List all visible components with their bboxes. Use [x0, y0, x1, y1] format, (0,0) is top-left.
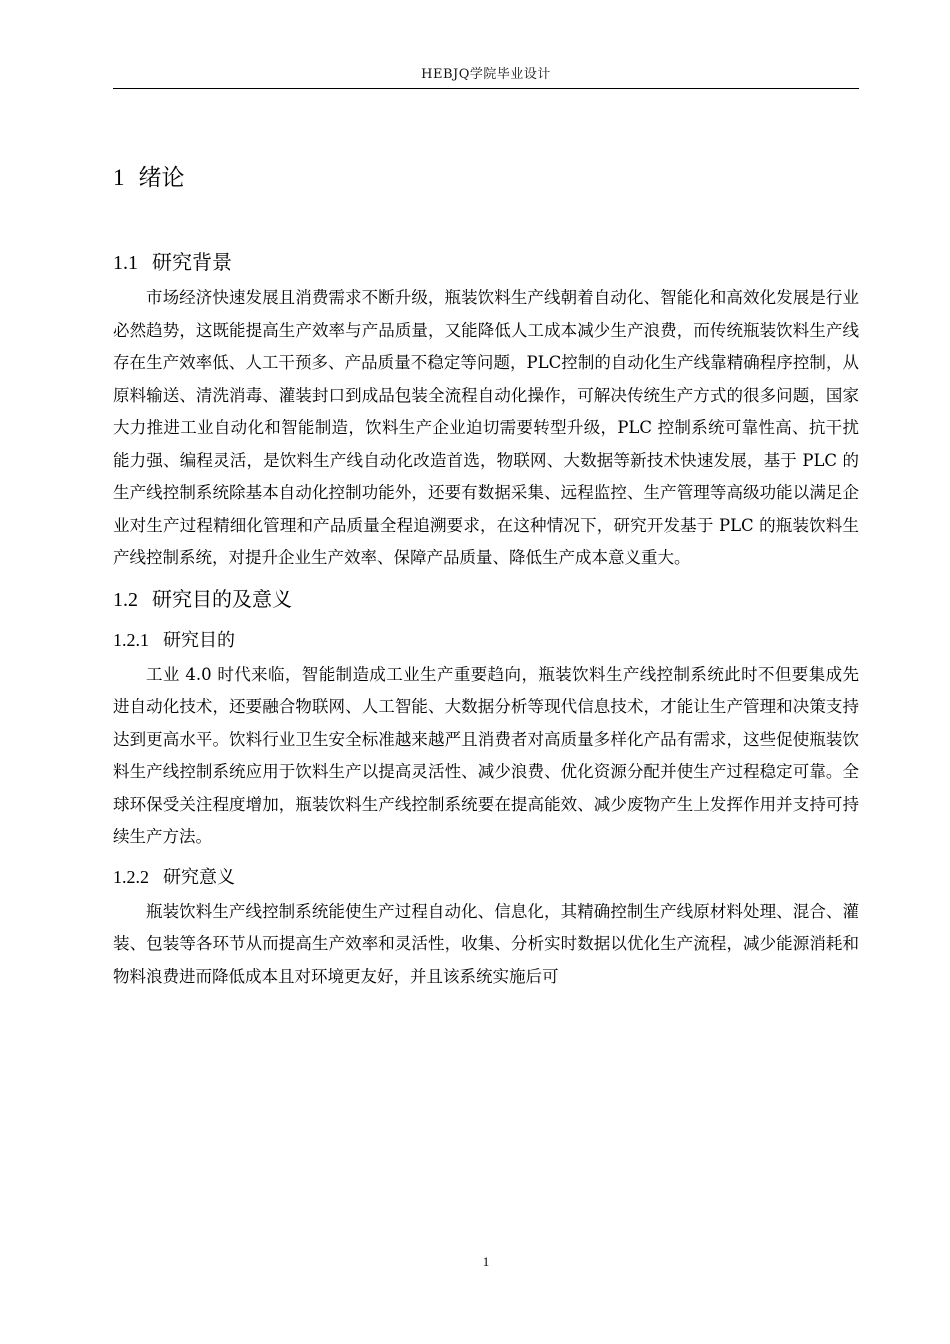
subsection-title: 研究目的 — [163, 629, 235, 651]
section-title: 研究背景 — [152, 250, 232, 274]
page-header: HEBJQ学院毕业设计 — [421, 67, 551, 82]
section-title: 研究目的及意义 — [152, 586, 292, 611]
page-number: 1 — [482, 1254, 490, 1269]
paragraph-research-significance: 瓶装饮料生产线控制系统能使生产过程自动化、信息化，其精确控制生产线原材料处理、混合、灌装、包装等各环节从而提高生产效率和灵活性，收集、分析实时数据以优化生产流程，减少能源消耗和物料浪费进而降低成本且对环境更友好，并且该系统实施后可 — [113, 901, 859, 986]
document-body — [113, 158, 859, 993]
subsection-heading-1-2-2 — [113, 860, 859, 894]
paragraph-research-purpose: 工业 4.0 时代来临，智能制造成工业生产重要趋向，瓶装饮料生产线控制系统此时不但要集成先进自动化技术，还要融合物联网、人工智能、大数据分析等现代信息技术，才能让生产管理和决策支持达到更高水平。饮料行业卫生安全标准越来越严且消费者对高质量多样化产品有需求，这些促使瓶装饮料生产线控制系统应用于饮料生产以提高灵活性、减少浪费、优化资源分配并使生产过程稳定可靠。全球环保受关注程度增加，瓶装饮料生产线控制系统要在提高能效、减少废物产生上发挥作用并支持可持续生产方法。 — [113, 664, 859, 846]
section-heading-1-2 — [113, 581, 859, 617]
subsection-number: 1.2.1 — [113, 629, 149, 650]
subsection-number: 1.2.2 — [113, 866, 149, 887]
header-divider — [113, 88, 859, 89]
section-number: 1.2 — [113, 588, 138, 611]
subsection-title: 研究意义 — [163, 866, 235, 888]
section-heading-1-1 — [113, 244, 859, 280]
section-number: 1.1 — [113, 252, 138, 274]
chapter-number: 1 — [113, 165, 125, 190]
chapter-title: 绪论 — [138, 165, 185, 191]
paragraph-research-background: 市场经济快速发展且消费需求不断升级，瓶装饮料生产线朝着自动化、智能化和高效化发展是行业必然趋势，这既能提高生产效率与产品质量，又能降低人工成本减少生产浪费，而传统瓶装饮料生产线存在生产效率低、人工干预多、产品质量不稳定等问题，PLC控制的自动化生产线靠精确程序控制，从原料输送、清洗消毒、灌装封口到成品包装全流程自动化操作，可解决传统生产方式的很多问题，国家大力推进工业自动化和智能制造，饮料生产企业迫切需要转型升级，PLC 控制系统可靠性高、抗干扰能力强、编程灵活，是饮料生产线自动化改造首选，物联网、大数据等新技术快速发展，基于 PLC 的生产线控制系统除基本自动化控制功能外，还要有数据采集、远程监控、生产管理等高级功能以满足企业对生产过程精细化管理和产品质量全程追溯要求，在这种情况下，研究开发基于 PLC 的瓶装饮料生产线控制系统，对提升企业生产效率、保障产品质量、降低生产成本意义重大。 — [113, 288, 859, 567]
chapter-heading — [113, 158, 859, 198]
subsection-heading-1-2-1 — [113, 623, 859, 657]
